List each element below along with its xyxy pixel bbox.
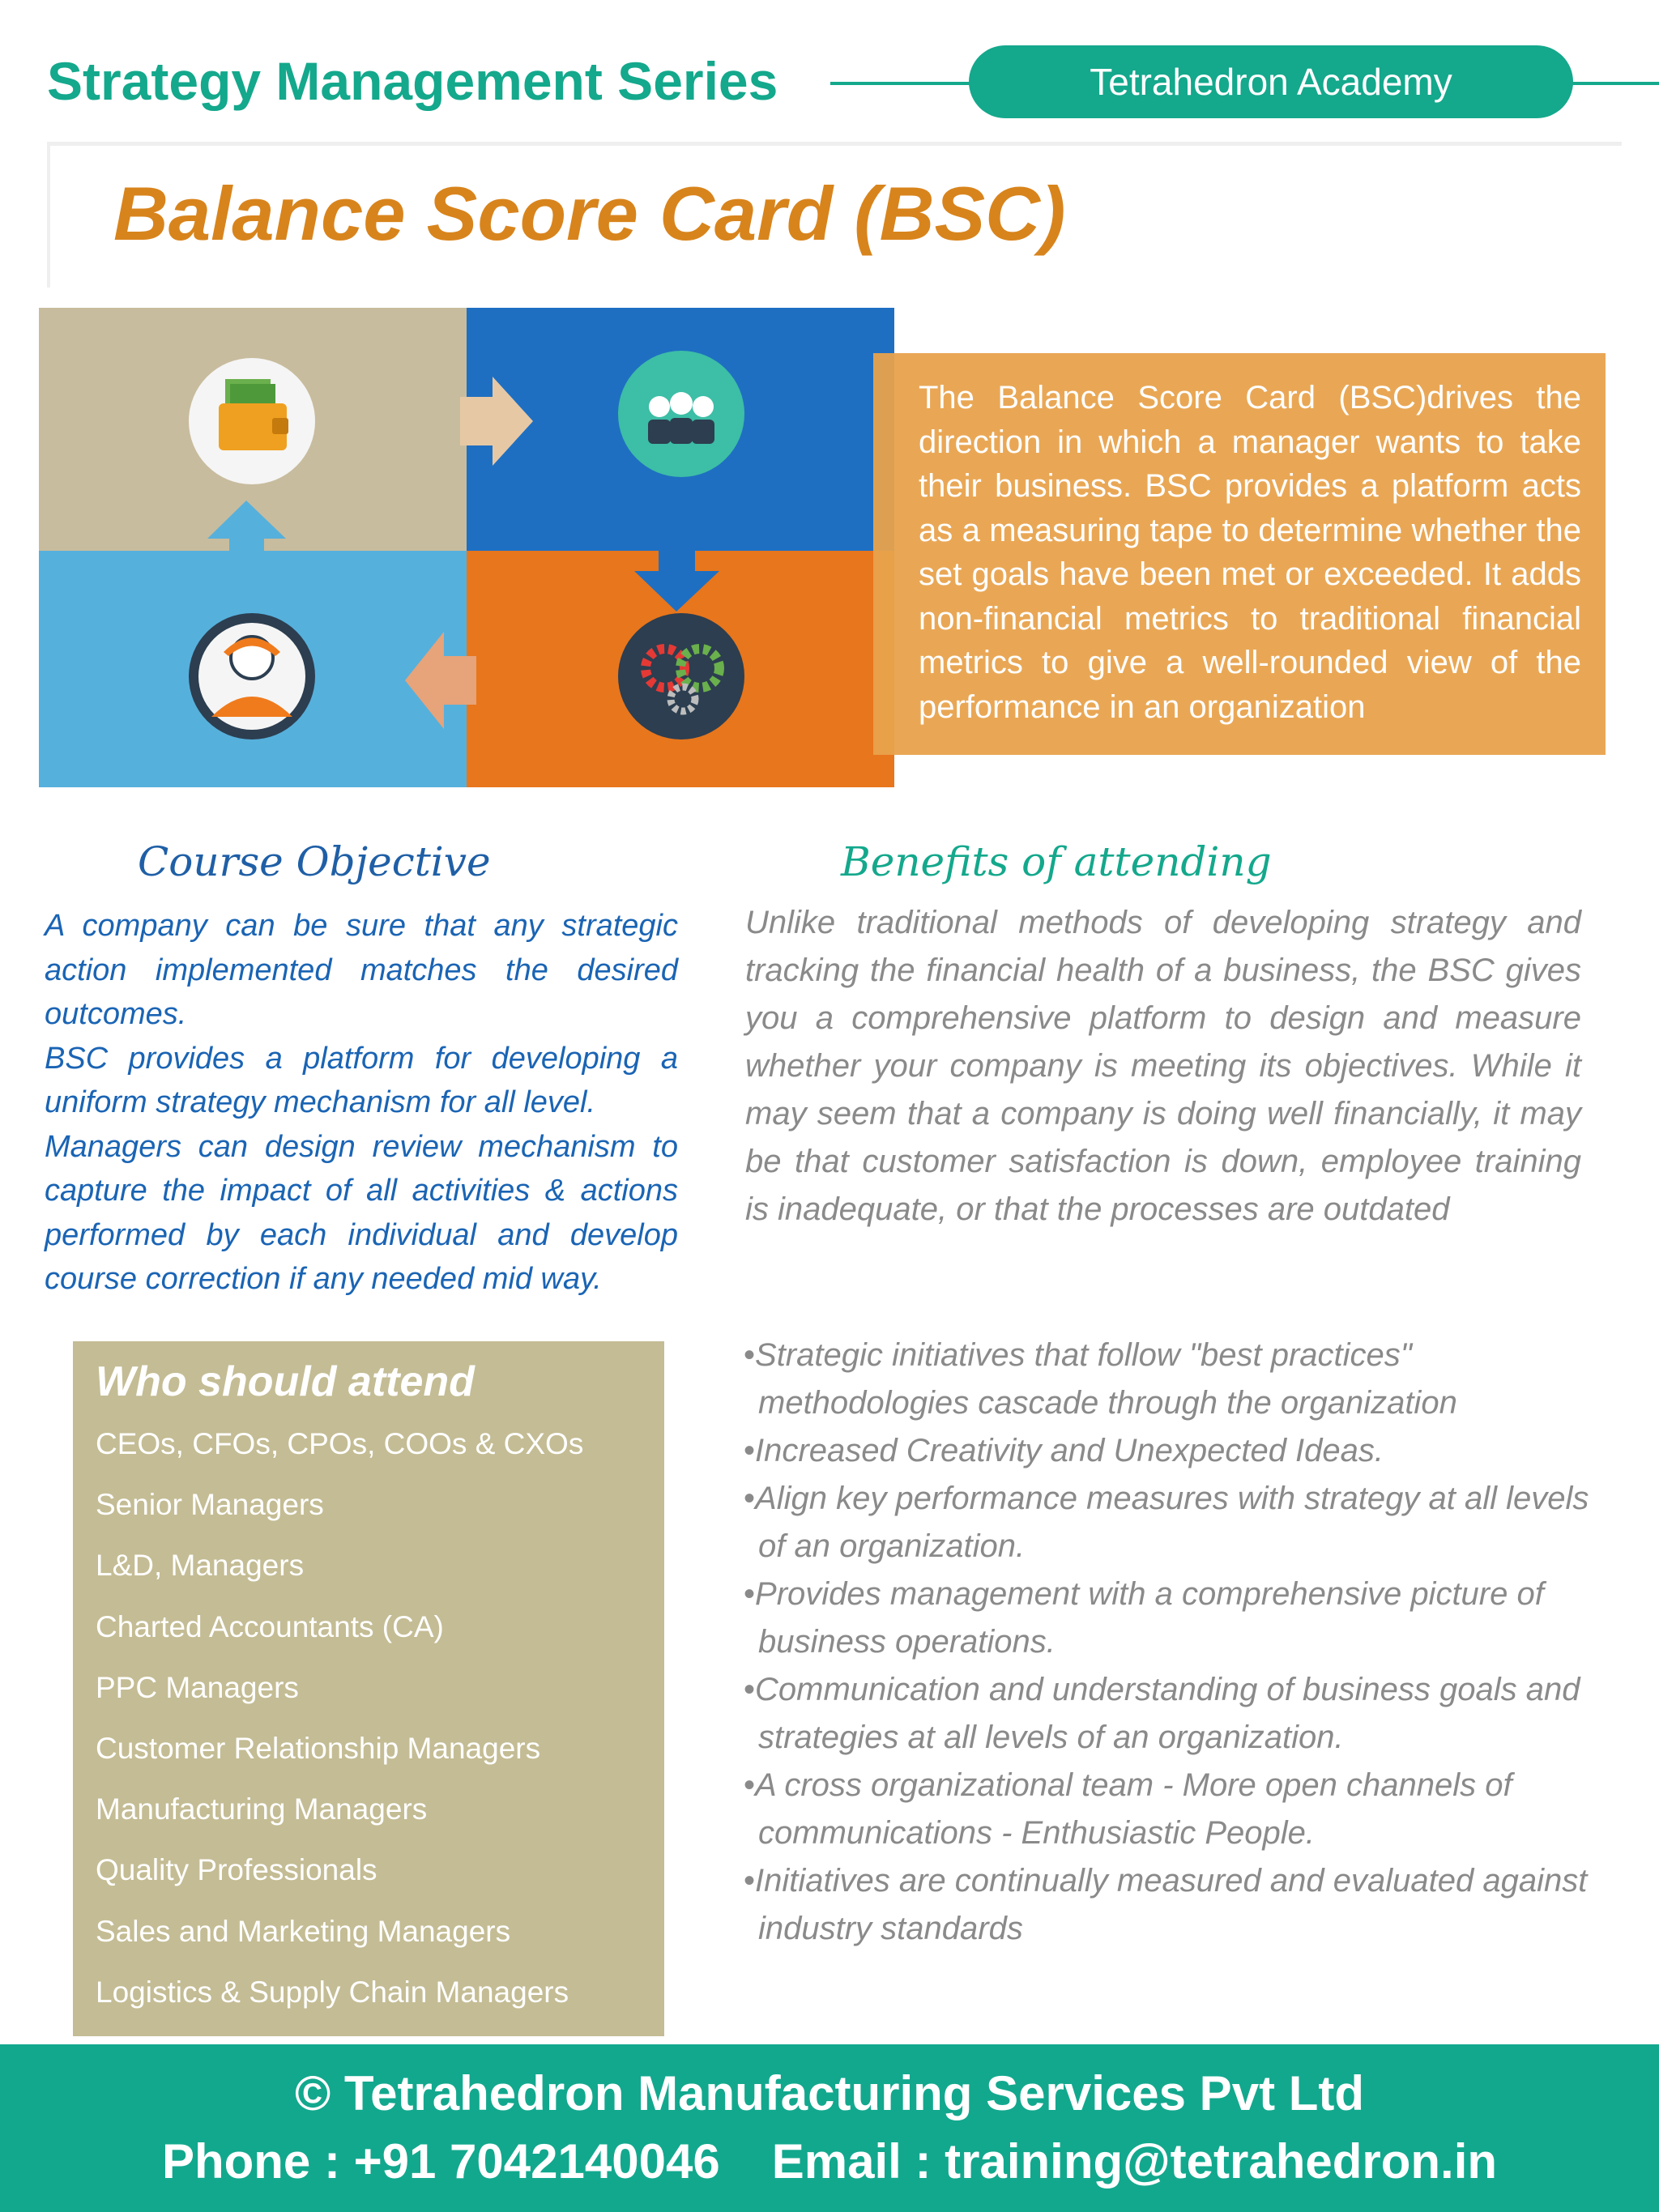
attendee-item: CEOs, CFOs, CPOs, COOs & CXOs bbox=[96, 1427, 584, 1460]
attendee-item: Logistics & Supply Chain Managers bbox=[96, 1975, 569, 2009]
attendee-item: PPC Managers bbox=[96, 1670, 299, 1704]
attendee-item: Manufacturing Managers bbox=[96, 1792, 428, 1826]
course-objective-heading: Course Objective bbox=[138, 838, 491, 885]
footer-email: Email : training@tetrahedron.in bbox=[771, 2134, 1498, 2189]
title-frame-left bbox=[47, 142, 50, 288]
page-title: Balance Score Card (BSC) bbox=[113, 171, 1066, 256]
benefit-item bbox=[744, 1571, 1602, 1666]
footer-phone: Phone : +91 7042140046 bbox=[161, 2134, 720, 2189]
bullet-dot: • bbox=[744, 1767, 756, 1803]
benefit-text: Initiatives are continually measured and evaluated against industry standards bbox=[755, 1863, 1588, 1946]
team-people-icon bbox=[618, 351, 744, 477]
benefit-text: A cross organizational team - More open channels of communications - Enthusiastic People. bbox=[755, 1767, 1512, 1851]
footer bbox=[0, 2044, 1659, 2212]
attendee-item: Sales and Marketing Managers bbox=[96, 1914, 511, 1948]
who-should-attend-heading: Who should attend bbox=[96, 1358, 475, 1405]
bsc-puzzle-graphic bbox=[39, 308, 894, 787]
objective-paragraph: Managers can design review mechanism to capture the impact of all activities & actions performed by each individual and develop course correction if any needed mid way. bbox=[45, 1129, 678, 1296]
benefit-item bbox=[744, 1857, 1602, 1953]
benefit-item bbox=[744, 1427, 1602, 1475]
benefit-item bbox=[744, 1332, 1602, 1427]
benefit-item bbox=[744, 1475, 1602, 1571]
footer-contact bbox=[0, 2133, 1659, 2189]
objective-paragraph: A company can be sure that any strategic action implemented matches the desired outcomes. bbox=[45, 909, 678, 1031]
benefit-text: Communication and understanding of business goals and strategies at all levels of an organization. bbox=[755, 1672, 1580, 1755]
bullet-dot: • bbox=[744, 1481, 756, 1516]
benefit-text: Provides management with a comprehensive picture of business operations. bbox=[755, 1576, 1544, 1660]
attendee-list bbox=[96, 1424, 583, 2033]
objective-paragraph: BSC provides a platform for developing a uniform strategy mechanism for all level. bbox=[45, 1041, 678, 1119]
wallet-money-icon bbox=[189, 358, 315, 484]
bullet-dot: • bbox=[744, 1337, 756, 1373]
course-objective-text bbox=[45, 904, 678, 1302]
attendee-item: Customer Relationship Managers bbox=[96, 1731, 541, 1765]
bullet-dot: • bbox=[744, 1576, 756, 1612]
benefit-item bbox=[744, 1666, 1602, 1762]
academy-badge bbox=[969, 45, 1573, 118]
title-frame-top bbox=[47, 142, 1622, 146]
bullet-dot: • bbox=[744, 1672, 756, 1707]
benefits-bullet-list bbox=[744, 1332, 1602, 1953]
attendee-item: L&D, Managers bbox=[96, 1549, 305, 1583]
footer-company: © Tetrahedron Manufacturing Services Pvt Ltd bbox=[295, 2066, 1364, 2120]
bullet-dot: • bbox=[744, 1863, 756, 1899]
benefit-text: Strategic initiatives that follow "best practices" methodologies cascade through the organization bbox=[755, 1337, 1457, 1421]
gears-icon bbox=[618, 613, 744, 739]
intro-text: The Balance Score Card (BSC)drives the direction in which a manager wants to take their business. BSC provides a platform acts as a measuring tape to determine whether the set goals have been met or exceeded. It adds non-financial metrics to traditional financial metrics to give a well-rounded view of the performance in an organization bbox=[919, 380, 1581, 725]
attendee-item: Charted Accountants (CA) bbox=[96, 1609, 444, 1643]
person-avatar-icon bbox=[189, 613, 315, 739]
attendee-item: Senior Managers bbox=[96, 1488, 324, 1522]
bullet-dot: • bbox=[744, 1433, 756, 1468]
benefit-item bbox=[744, 1762, 1602, 1857]
academy-label: Tetrahedron Academy bbox=[1090, 61, 1452, 103]
benefit-text: Align key performance measures with strategy at all levels of an organization. bbox=[755, 1481, 1589, 1564]
benefits-heading: Benefits of attending bbox=[841, 838, 1272, 885]
benefits-text: Unlike traditional methods of developing strategy and tracking the financial health of a business, the BSC gives you a comprehensive platform to design and measure whether your company is meeting its objectives. While it may seem that a company is doing well financially, it may be that customer satisfaction is down, employee training is inadequate, or that the processes are outdated bbox=[745, 905, 1581, 1227]
benefit-text: Increased Creativity and Unexpected Ideas. bbox=[755, 1433, 1384, 1468]
attendee-item: Quality Professionals bbox=[96, 1853, 377, 1887]
series-title: Strategy Management Series bbox=[47, 51, 778, 111]
